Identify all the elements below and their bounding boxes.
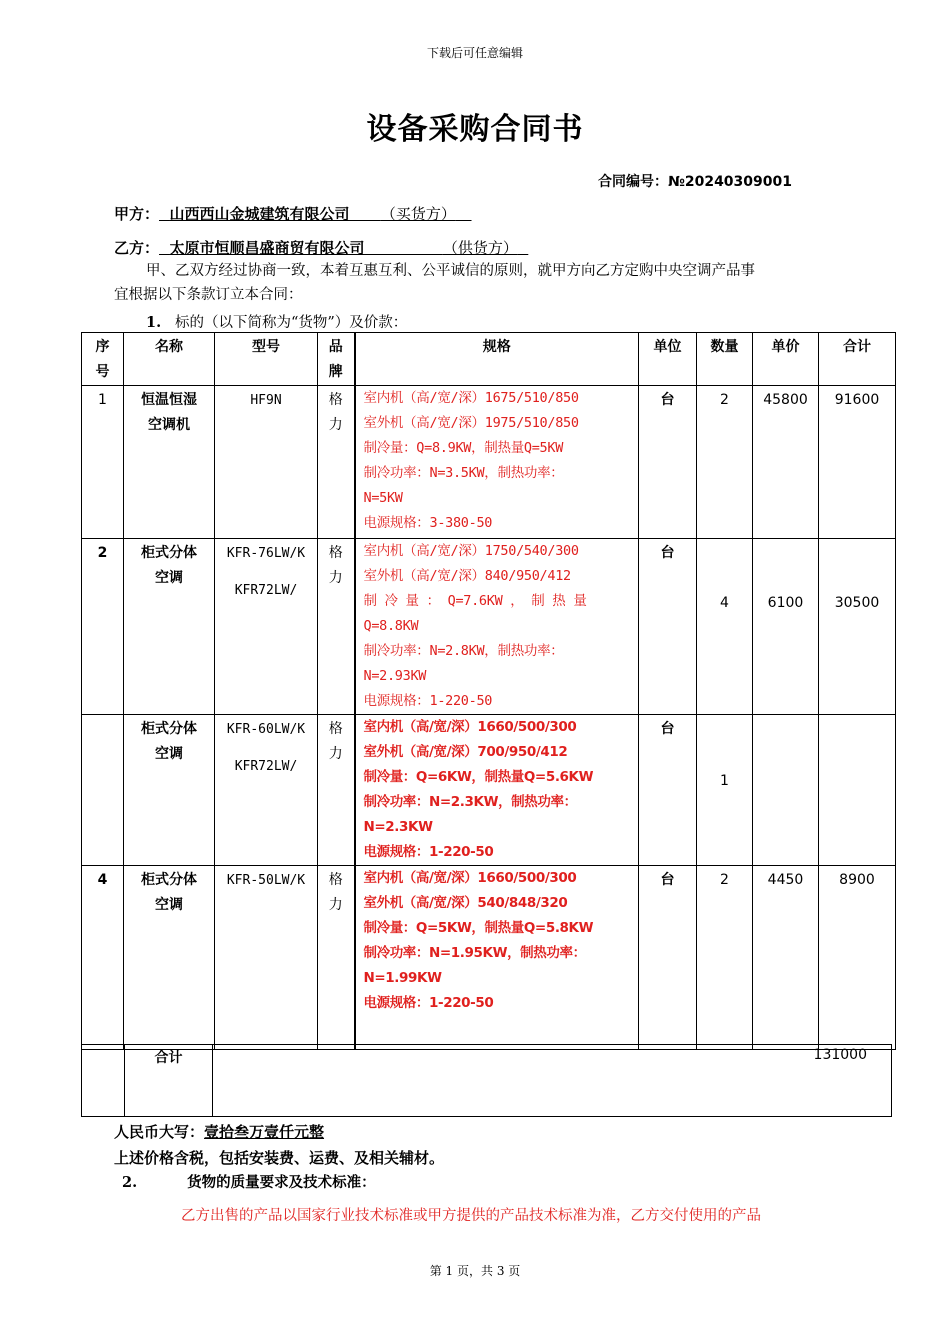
rmb-value: 壹拾叁万壹仟元整 bbox=[204, 1123, 325, 1141]
party-a-label: 甲方： bbox=[114, 205, 160, 223]
header-unit: 单位 bbox=[639, 333, 697, 386]
row-brand: 格 力 bbox=[318, 386, 355, 539]
section-1-number: 1. bbox=[146, 314, 162, 331]
total-value: 131000 bbox=[213, 1045, 892, 1117]
header-note: 下载后可任意编辑 bbox=[426, 46, 523, 60]
row-name: 恒温恒湿 空调机 bbox=[124, 386, 215, 539]
row-seq bbox=[82, 715, 124, 866]
party-a-name: 山西西山金城建筑有限公司 （买货方） bbox=[169, 205, 456, 223]
table-row bbox=[82, 539, 896, 715]
row-unit: 台 bbox=[639, 539, 697, 715]
row-qty: 4 bbox=[697, 539, 753, 715]
header-brand: 品 牌 bbox=[318, 333, 355, 386]
row-total: 91600 bbox=[819, 386, 896, 539]
section-1-text: 标的（以下简称为“货物”）及价款： bbox=[174, 315, 408, 331]
row-unit: 台 bbox=[639, 715, 697, 866]
row-qty: 1 bbox=[697, 715, 753, 866]
price-note: 上述价格含税，包括安装费、运费、及相关辅材。 bbox=[114, 1149, 445, 1167]
table-row bbox=[82, 715, 896, 866]
total-label: 合计 bbox=[125, 1045, 213, 1117]
document-title: 设备采购合同书 bbox=[366, 112, 584, 147]
row-total bbox=[819, 715, 896, 866]
page-footer: 第 1 页，共 3 页 bbox=[429, 1264, 521, 1278]
party-b-name: 太原市恒顺昌盛商贸有限公司 （供货方） bbox=[169, 239, 518, 257]
row-spec: 室内机（高/宽/深）1660/500/300 室外机（高/宽/深）700/950/412 制冷量：Q=6KW，制热量Q=5.6KW 制冷功率：N=2.3KW，制热功率： N=2.3KW 电源规格：1-220-50 bbox=[355, 715, 639, 866]
row-name: 柜式分体 空调 bbox=[124, 715, 215, 866]
section-2-text: 货物的质量要求及技术标准： bbox=[187, 1174, 376, 1191]
row-name: 柜式分体 空调 bbox=[124, 539, 215, 715]
row-qty: 2 bbox=[697, 386, 753, 539]
row-price bbox=[753, 715, 819, 866]
row-seq: 1 bbox=[82, 386, 124, 539]
row-unit: 台 bbox=[639, 866, 697, 1050]
row-spec: 室内机（高/宽/深）1675/510/850 室外机（高/宽/深）1975/510/850 制冷量：Q=8.9KW，制热量Q=5KW 制冷功率：N=3.5KW，制热功率： N=5KW 电源规格：3-380-50 bbox=[355, 386, 639, 539]
row-spec: 室内机（高/宽/深）1660/500/300 室外机（高/宽/深）540/848/320 制冷量：Q=5KW，制热量Q=5.8KW 制冷功率：N=1.95KW，制热功率： N=1.99KW 电源规格：1-220-50 bbox=[355, 866, 639, 1050]
intro-line-2: 宜根据以下条款订立本合同： bbox=[114, 287, 303, 303]
total-row bbox=[82, 1045, 892, 1117]
intro-line-1: 甲、乙双方经过协商一致，本着互惠互利、公平诚信的原则，就甲方向乙方定购中央空调产品事 bbox=[146, 263, 755, 279]
row-spec: 室内机（高/宽/深）1750/540/300 室外机（高/宽/深）840/950/412 制 冷 量 ： Q=7.6KW ， 制 热 量 Q=8.8KW 制冷功率：N=2.8KW，制热功率： N=2.93KW 电源规格：1-220-50 bbox=[355, 539, 639, 715]
row-seq: 2 bbox=[82, 539, 124, 715]
rmb-amount bbox=[114, 1121, 324, 1142]
row-total: 30500 bbox=[819, 539, 896, 715]
section-2-number: 2. bbox=[122, 1174, 138, 1191]
section-2-heading bbox=[122, 1171, 376, 1192]
party-a-role: （买货方） bbox=[380, 205, 456, 223]
section-1-heading bbox=[146, 311, 407, 332]
header-spec: 规格 bbox=[355, 333, 639, 386]
header-total: 合计 bbox=[819, 333, 896, 386]
table-header-row bbox=[82, 333, 896, 386]
row-qty: 2 bbox=[697, 866, 753, 1050]
row-price: 45800 bbox=[753, 386, 819, 539]
table-row bbox=[82, 386, 896, 539]
section-2-paragraph: 乙方出售的产品以国家行业技术标准或甲方提供的产品技术标准为准，乙方交付使用的产品 bbox=[181, 1208, 761, 1224]
row-brand: 格 力 bbox=[318, 866, 355, 1050]
total-blank-cell bbox=[82, 1045, 125, 1117]
row-model: KFR-60LW/K KFR72LW/ bbox=[215, 715, 318, 866]
party-b bbox=[114, 237, 528, 258]
row-unit: 台 bbox=[639, 386, 697, 539]
row-brand: 格 力 bbox=[318, 539, 355, 715]
header-price: 单价 bbox=[753, 333, 819, 386]
items-table bbox=[81, 332, 896, 1050]
header-seq: 序 号 bbox=[82, 333, 124, 386]
party-a bbox=[114, 203, 472, 224]
contract-number: 合同编号：№20240309001 bbox=[598, 174, 792, 190]
row-price: 6100 bbox=[753, 539, 819, 715]
party-b-label: 乙方： bbox=[114, 239, 160, 257]
row-model: HF9N bbox=[215, 386, 318, 539]
row-total: 8900 bbox=[819, 866, 896, 1050]
row-model: KFR-76LW/K KFR72LW/ bbox=[215, 539, 318, 715]
rmb-label: 人民币大写： bbox=[114, 1123, 205, 1141]
row-model: KFR-50LW/K bbox=[215, 866, 318, 1050]
table-row bbox=[82, 866, 896, 1050]
row-seq: 4 bbox=[82, 866, 124, 1050]
row-brand: 格 力 bbox=[318, 715, 355, 866]
total-table bbox=[81, 1044, 892, 1117]
party-b-role: （供货方） bbox=[442, 239, 518, 257]
header-qty: 数量 bbox=[697, 333, 753, 386]
header-model: 型号 bbox=[215, 333, 318, 386]
row-name: 柜式分体 空调 bbox=[124, 866, 215, 1050]
row-price: 4450 bbox=[753, 866, 819, 1050]
header-name: 名称 bbox=[124, 333, 215, 386]
